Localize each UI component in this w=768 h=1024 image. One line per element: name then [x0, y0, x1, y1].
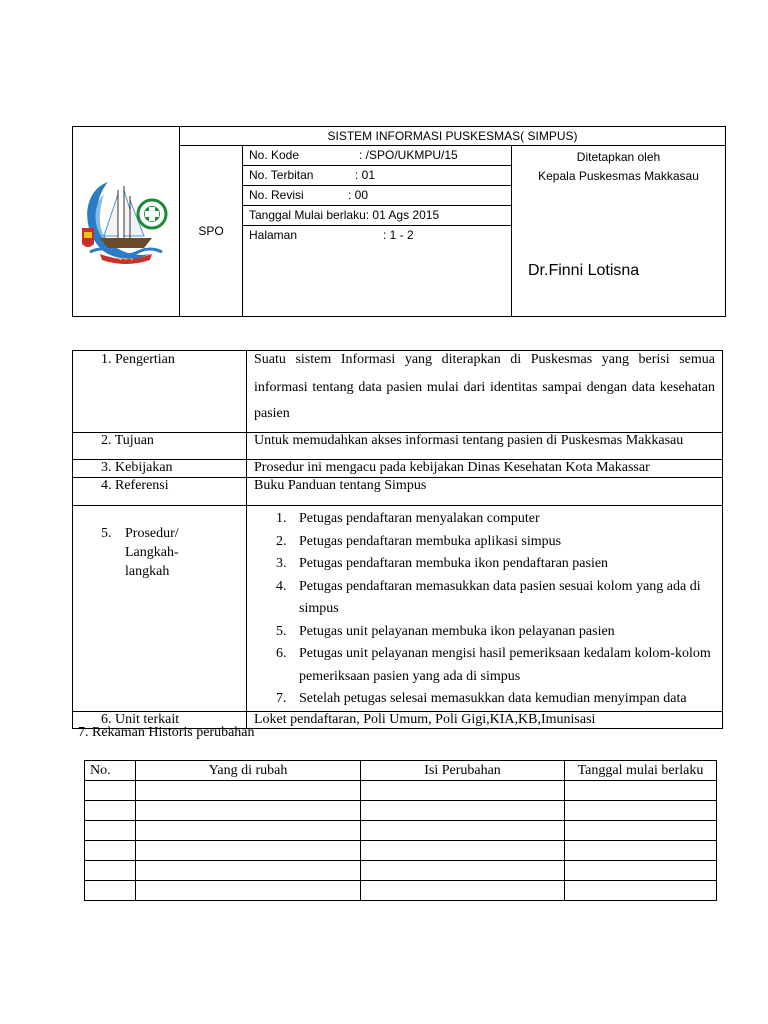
section-label: 2. Tujuan [73, 433, 247, 460]
history-table [84, 760, 717, 901]
prosedur-label-3: langkah [125, 564, 170, 579]
info-row-revisi [243, 186, 511, 206]
list-item [254, 508, 715, 531]
section-label: 3. Kebijakan [73, 460, 247, 478]
step-text-continued: simpus [299, 601, 339, 616]
section-label: 6. Unit terkait [73, 711, 247, 728]
info-row-terbitan [243, 166, 511, 186]
table-row [85, 821, 717, 841]
prosedur-label-1: Prosedur/ [125, 526, 179, 541]
step-number: 6. [276, 646, 287, 661]
svg-text:✦ ✦ ✦: ✦ ✦ ✦ [118, 257, 134, 263]
step-text: Petugas pendaftaran membuka aplikasi simpus [299, 533, 562, 549]
section-label: 4. Referensi [73, 478, 247, 506]
step-number: 4. [276, 578, 287, 594]
step-text-continued: pemeriksaan pasien yang ada di simpus [299, 668, 521, 684]
prosedur-number: 5. [101, 526, 112, 541]
pengertian-line-3: pasien [254, 406, 290, 421]
pengertian-line-1: Suatu sistem Informasi yang diterapkan di Puskesmas yang berisi semua [254, 352, 715, 367]
approval-cell [512, 146, 726, 317]
history-header-row [85, 761, 717, 781]
list-item [254, 576, 715, 621]
document-title: SISTEM INFORMASI PUSKESMAS( SIMPUS) [180, 127, 726, 146]
pengertian-line-2: informasi tentang data pasien mulai dari identitas sampai dengan data kesehatan [254, 380, 715, 395]
table-row [85, 801, 717, 821]
document-info [243, 146, 512, 317]
step-number: 3. [276, 556, 287, 571]
list-item [254, 553, 715, 576]
spo-header-table [72, 126, 726, 317]
info-label: No. Terbitan [249, 168, 314, 182]
info-label: No. Kode [249, 148, 300, 162]
info-value: : 00 [348, 188, 369, 202]
table-row [85, 881, 717, 901]
info-label: Tanggal Mulai berlaku: 01 Ags 2015 [249, 208, 440, 222]
section-text: Prosedur ini mengacu pada kebijakan Dinas Kesehatan Kota Makassar [247, 460, 723, 478]
step-list [254, 508, 715, 711]
puskesmas-logo-icon [78, 174, 174, 266]
table-row [85, 841, 717, 861]
section-text: Buku Panduan tentang Simpus [247, 478, 723, 506]
step-text: Petugas unit pelayanan membuka ikon pelayanan pasien [299, 623, 615, 639]
spo-label: SPO [180, 146, 243, 317]
row-tujuan [73, 433, 723, 460]
row-prosedur [73, 506, 723, 712]
row-referensi [73, 478, 723, 506]
step-text: Petugas pendaftaran menyalakan computer [299, 511, 540, 526]
column-header: Yang di rubah [136, 761, 361, 781]
list-item [254, 621, 715, 644]
spo-content-table [72, 350, 723, 729]
row-pengertian [73, 351, 723, 433]
section-text: Untuk memudahkan akses informasi tentang pasien di Puskesmas Makkasau [247, 433, 723, 460]
approval-label: Ditetapkan oleh [576, 150, 661, 164]
info-label: Halaman [249, 228, 298, 242]
table-row [85, 861, 717, 881]
logo-cell [73, 127, 180, 317]
prosedur-steps [247, 506, 723, 712]
history-title: 7. Rekaman Historis perubahan [78, 725, 255, 740]
info-row-tanggal [243, 206, 511, 226]
step-number: 2. [276, 533, 287, 549]
info-value: : 01 [355, 168, 376, 182]
step-text: Petugas unit pelayanan mengisi hasil pemeriksaan kedalam kolom-kolom [299, 646, 711, 661]
info-value: : /SPO/UKMPU/15 [359, 148, 458, 162]
section-label: 1. Pengertian [73, 351, 247, 433]
info-label: No. Revisi [249, 188, 304, 202]
list-item [254, 531, 715, 554]
step-number: 1. [276, 511, 287, 526]
info-row-halaman [243, 226, 511, 245]
step-text: Setelah petugas selesai memasukkan data kemudian menyimpan data [299, 691, 687, 706]
step-text: Petugas pendaftaran membuka ikon pendaftaran pasien [299, 556, 609, 571]
section-text: Loket pendaftaran, Poli Umum, Poli Gigi,KIA,KB,Imunisasi [247, 711, 723, 728]
approver-name: Dr.Finni Lotisna [528, 262, 640, 279]
column-header: No. [85, 761, 136, 781]
list-item [254, 688, 715, 711]
section-label [73, 506, 247, 712]
approver-title: Kepala Puskesmas Makkasau [538, 169, 699, 183]
info-value: : 1 - 2 [383, 228, 414, 242]
column-header: Isi Perubahan [361, 761, 565, 781]
info-row-code [243, 146, 511, 166]
section-text [247, 351, 723, 433]
step-number: 5. [276, 623, 287, 639]
row-kebijakan [73, 460, 723, 478]
list-item [254, 643, 715, 688]
column-header: Tanggal mulai berlaku [565, 761, 717, 781]
step-text: Petugas pendaftaran memasukkan data pasien sesuai kolom yang ada di [299, 578, 701, 594]
step-number: 7. [276, 691, 287, 706]
table-row [85, 781, 717, 801]
prosedur-label-2: Langkah- [125, 545, 179, 560]
